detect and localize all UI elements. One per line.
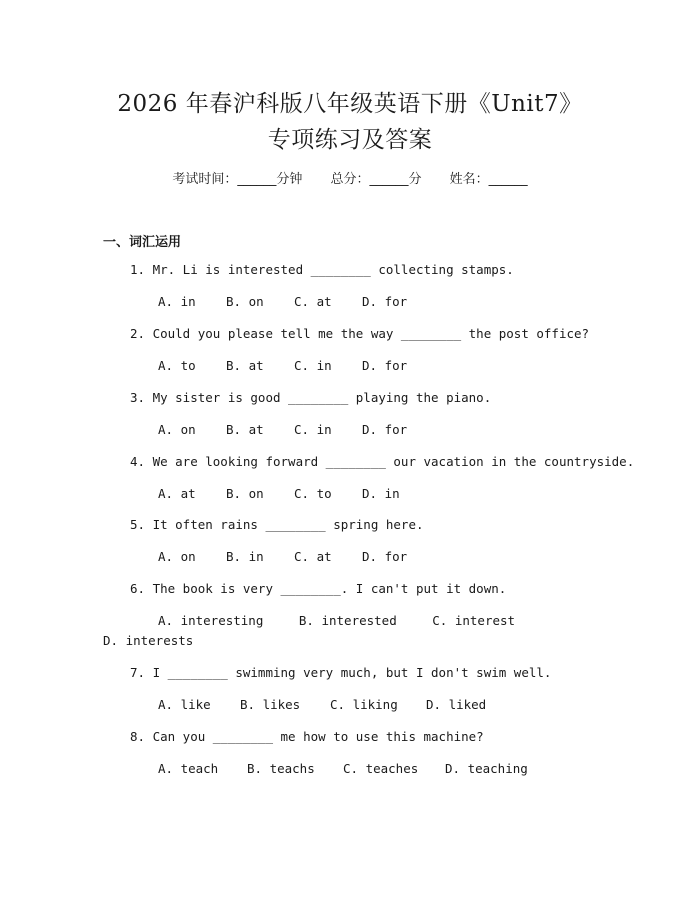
question-3-options bbox=[158, 421, 407, 439]
option-a: A. on bbox=[158, 422, 196, 437]
option-c: C. liking bbox=[330, 697, 398, 712]
question-8-options bbox=[158, 760, 528, 778]
option-a: A. in bbox=[158, 294, 196, 309]
option-d: D. interests bbox=[103, 633, 194, 648]
option-b: B. on bbox=[226, 294, 264, 309]
total-score-field: 总分：______分 bbox=[330, 172, 422, 187]
option-d: D. in bbox=[362, 486, 400, 501]
option-c: C. interest bbox=[432, 613, 516, 628]
question-4-options bbox=[158, 485, 400, 503]
question-2-options bbox=[158, 357, 407, 375]
question-6-options bbox=[103, 611, 563, 651]
question-8: 8. Can you ________ me how to use this machine? bbox=[130, 729, 484, 744]
option-c: C. teaches bbox=[343, 761, 419, 776]
option-d: D. for bbox=[362, 549, 408, 564]
option-b: B. in bbox=[226, 549, 264, 564]
option-d: D. for bbox=[362, 294, 408, 309]
question-1: 1. Mr. Li is interested ________ collecting stamps. bbox=[130, 262, 514, 277]
option-c: C. at bbox=[294, 294, 332, 309]
question-2: 2. Could you please tell me the way ________ the post office? bbox=[130, 326, 590, 341]
option-b: B. at bbox=[226, 422, 264, 437]
exam-time-field: 考试时间：______分钟 bbox=[172, 172, 303, 187]
option-a: A. interesting bbox=[158, 613, 264, 628]
question-6: 6. The book is very ________. I can't put it down. bbox=[130, 581, 507, 596]
option-a: A. teach bbox=[158, 761, 219, 776]
option-d: D. for bbox=[362, 358, 408, 373]
question-4: 4. We are looking forward ________ our vacation in the countryside. bbox=[130, 454, 635, 469]
option-b: B. interested bbox=[298, 613, 397, 628]
option-c: C. to bbox=[294, 486, 332, 501]
option-b: B. likes bbox=[240, 697, 301, 712]
page-subtitle: 专项练习及答案 bbox=[267, 127, 433, 153]
option-c: C. in bbox=[294, 358, 332, 373]
student-name-field: 姓名：______ bbox=[449, 172, 528, 187]
question-3: 3. My sister is good ________ playing the piano. bbox=[130, 390, 492, 405]
question-7-options bbox=[158, 696, 486, 714]
option-d: D. for bbox=[362, 422, 408, 437]
option-a: A. at bbox=[158, 486, 196, 501]
option-c: C. at bbox=[294, 549, 332, 564]
page-title: 2026 年春沪科版八年级英语下册《Unit7》 bbox=[117, 91, 583, 117]
option-c: C. in bbox=[294, 422, 332, 437]
option-a: A. on bbox=[158, 549, 196, 564]
question-7: 7. I ________ swimming very much, but I don't swim well. bbox=[130, 665, 552, 680]
option-d: D. liked bbox=[426, 697, 487, 712]
section-title: 一、词汇运用 bbox=[103, 235, 182, 250]
question-5: 5. It often rains ________ spring here. bbox=[130, 517, 424, 532]
option-a: A. like bbox=[158, 697, 211, 712]
exam-info bbox=[0, 168, 700, 187]
option-b: B. teachs bbox=[247, 761, 315, 776]
option-b: B. at bbox=[226, 358, 264, 373]
question-5-options bbox=[158, 548, 407, 566]
question-1-options bbox=[158, 293, 407, 311]
option-a: A. to bbox=[158, 358, 196, 373]
option-b: B. on bbox=[226, 486, 264, 501]
option-d: D. teaching bbox=[445, 761, 528, 776]
